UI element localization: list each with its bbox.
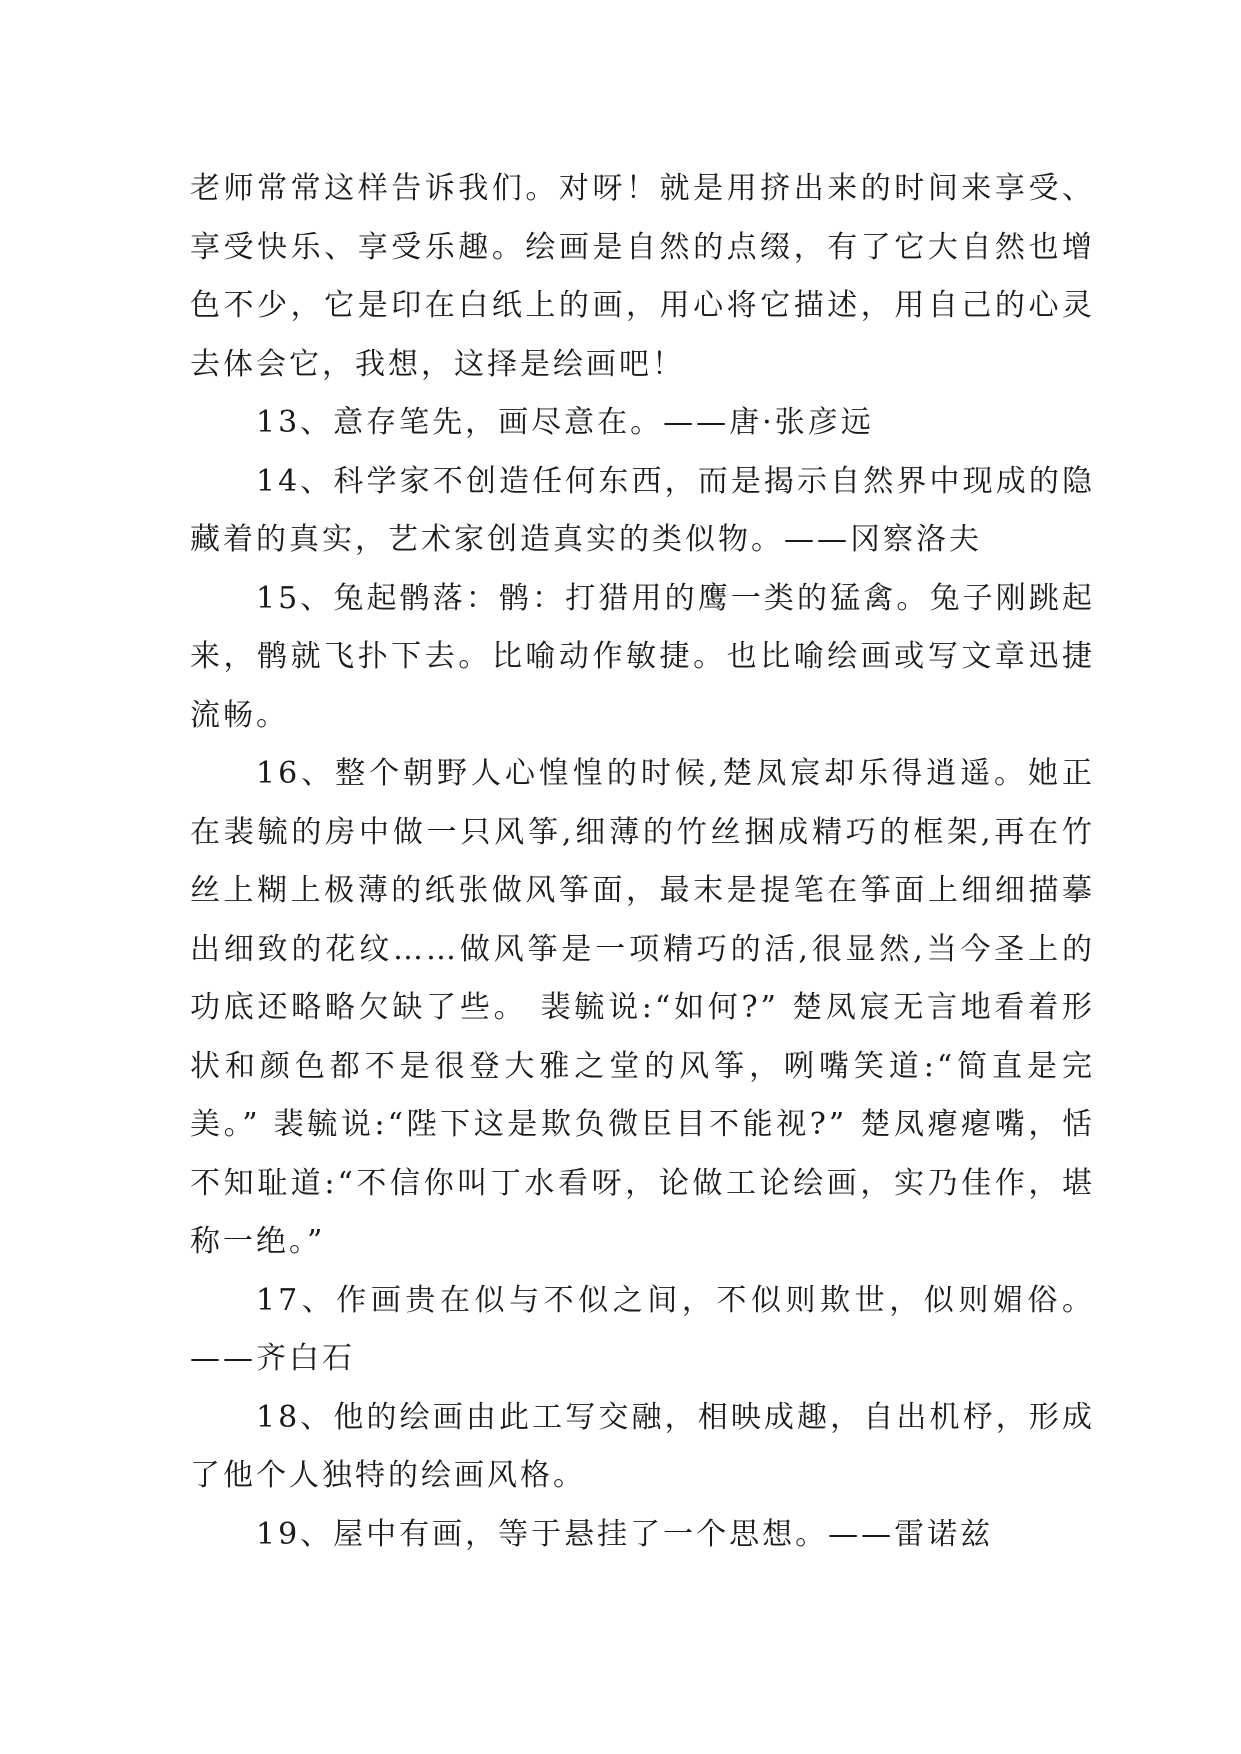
document-body [190,160,1095,1564]
paragraph-16: 16、整个朝野人心惶惶的时候,楚凤宸却乐得逍遥。她正在裴毓的房中做一只风筝,细薄的竹丝捆成精巧的框架,再在竹丝上糊上极薄的纸张做风筝面，最末是提笔在筝面上细细描摹出细致的花纹……做风筝是一项精巧的活,很显然,当今圣上的功底还略略欠缺了些。 裴毓说:“如何?” 楚凤宸无言地看着形状和颜色都不是很登大雅之堂的风筝，咧嘴笑道:“简直是完美。” 裴毓说:“陛下这是欺负微臣目不能视?” 楚凤瘪瘪嘴，恬不知耻道:“不信你叫丁水看呀，论做工论绘画，实乃佳作，堪称一绝。” [190,756,1095,1259]
paragraph-13: 13、意存笔先，画尽意在。——唐·张彦远 [256,405,874,440]
paragraph-intro: 老师常常这样告诉我们。对呀！就是用挤出来的时间来享受、享受快乐、享受乐趣。绘画是自然的点缀，有了它大自然也增色不少，它是印在白纸上的画，用心将它描述，用自己的心灵去体会它，我想，这择是绘画吧！ [190,171,1095,382]
paragraph-15: 15、兔起鹘落：鹘：打猎用的鹰一类的猛禽。兔子刚跳起来，鹘就飞扑下去。比喻动作敏捷。也比喻绘画或写文章迅捷流畅。 [190,580,1095,733]
paragraph-14: 14、科学家不创造任何东西，而是揭示自然界中现成的隐藏着的真实，艺术家创造真实的类似物。——冈察洛夫 [190,463,1095,557]
paragraph-17: 17、作画贵在似与不似之间，不似则欺世，似则媚俗。——齐白石 [190,1282,1095,1376]
paragraph-18: 18、他的绘画由此工写交融，相映成趣，自出机杼，形成了他个人独特的绘画风格。 [190,1399,1095,1493]
paragraph-19: 19、屋中有画，等于悬挂了一个思想。——雷诺兹 [256,1516,994,1552]
